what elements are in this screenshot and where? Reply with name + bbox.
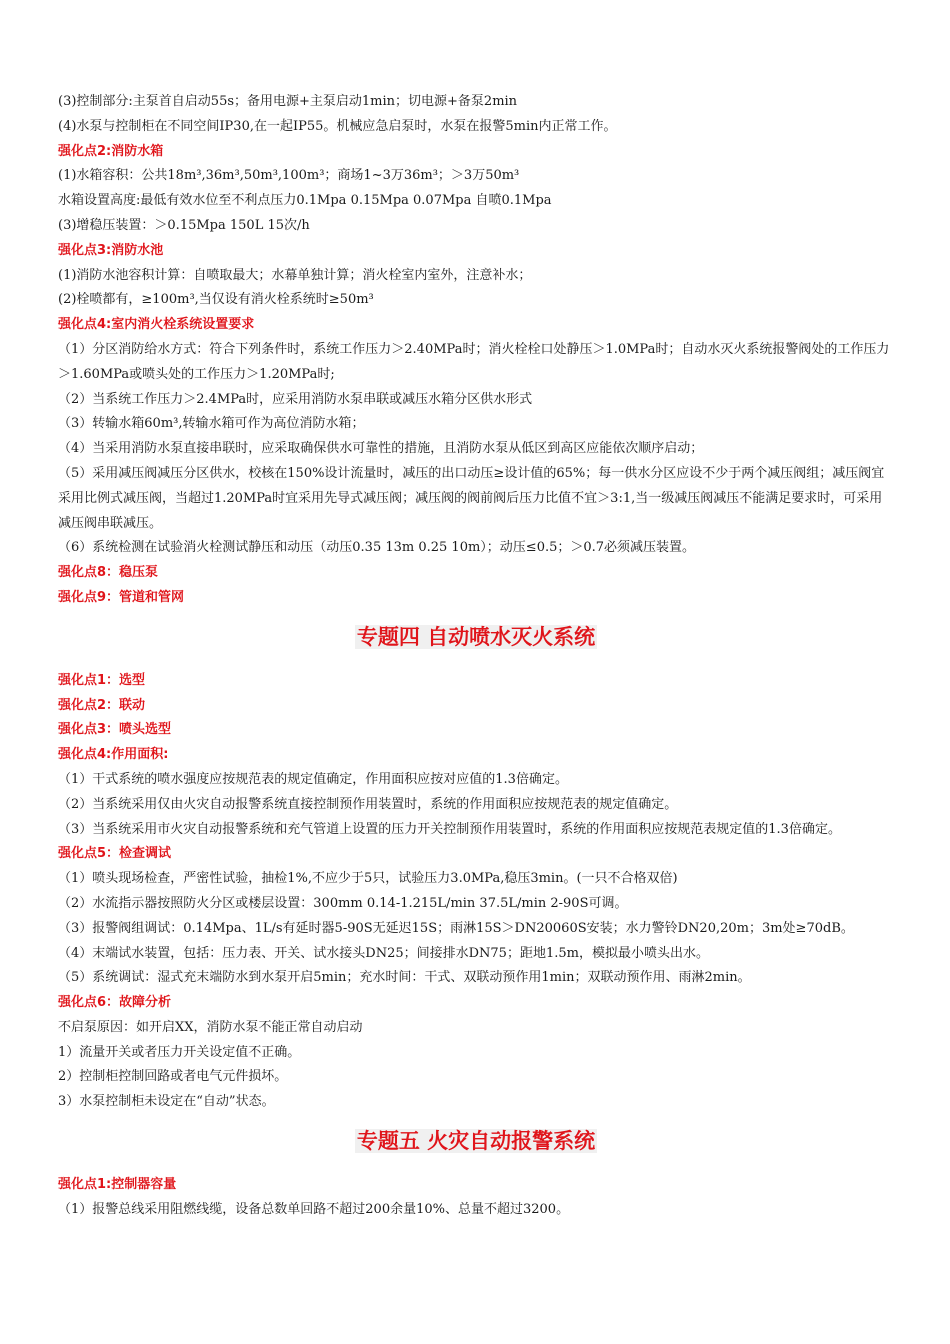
text-line: （1）干式系统的喷水强度应按规范表的规定值确定，作用面积应按对应值的1.3倍确定。 xyxy=(58,771,568,787)
text-line: （3）转输水箱60m³,转输水箱可作为高位消防水箱； xyxy=(58,416,365,432)
text-line: (3)增稳压装置：＞0.15Mpa 150L 15次/h xyxy=(58,217,310,233)
section-heading: 强化点1:控制器容量 xyxy=(58,1177,177,1193)
text-line: 不启泵原因：如开启XX，消防水泵不能正常自动启动 xyxy=(58,1019,363,1035)
text-line: 2）控制柜控制回路或者电气元件损坏。 xyxy=(58,1069,288,1085)
section-heading: 强化点1：选型 xyxy=(58,672,146,688)
text-line: (1)水箱容积：公共18m³,36m³,50m³,100m³；商场1~3万36m³；＞3万50m³ xyxy=(58,168,520,184)
topic-title xyxy=(58,619,894,655)
section-heading: 强化点5：检查调试 xyxy=(58,846,172,862)
topic-title-text: 专题五 火灾自动报警系统 xyxy=(356,1129,596,1154)
text-paragraph: （3）当系统采用市火灾自动报警系统和充气管道上设置的压力开关控制预作用装置时，系统的作用面积应按规范表规定值的1.3倍确定。 xyxy=(58,821,841,837)
section-heading: 强化点2：联动 xyxy=(58,697,146,713)
text-line: （1）喷头现场检查，严密性试验，抽检1%,不应少于5只，试验压力3.0MPa,稳压3min。(一只不合格双倍) xyxy=(58,871,678,887)
text-line: （2）水流指示器按照防火分区或楼层设置：300mm 0.14-1.215L/min 37.5L/min 2-90S可调。 xyxy=(58,895,628,911)
section-heading: 强化点6：故障分析 xyxy=(58,995,172,1011)
text-line: 1）流量开关或者压力开关设定值不正确。 xyxy=(58,1044,301,1060)
text-line: （4）当采用消防水泵直接串联时，应采取确保供水可靠性的措施，且消防水泵从低区到高区应能依次顺序启动； xyxy=(58,441,704,457)
text-line: （2）当系统工作压力＞2.4MPa时，应采用消防水泵串联或减压水箱分区供水形式 xyxy=(58,391,533,407)
text-line: （5）系统调试：湿式充末端防水到水泵开启5min；充水时间：干式、双联动预作用1min；双联动预作用、雨淋2min。 xyxy=(58,970,751,986)
text-paragraph: （1）分区消防给水方式：符合下列条件时，系统工作压力＞2.40MPa时；消火栓栓口处静压＞1.0MPa时；自动水灭火系统报警阀处的工作压力＞1.60MPa或喷头处的工作压力＞1.20MPa时; xyxy=(58,341,890,382)
section-heading: 强化点3：喷头选型 xyxy=(58,722,172,738)
topic-title-text: 专题四 自动喷水灭火系统 xyxy=(356,624,596,649)
text-line: （2）当系统采用仅由火灾自动报警系统直接控制预作用装置时，系统的作用面积应按规范表的规定值确定。 xyxy=(58,796,678,812)
text-line: 水箱设置高度:最低有效水位至不利点压力0.1Mpa 0.15Mpa 0.07Mpa 自喷0.1Mpa xyxy=(58,193,552,209)
section-heading: 强化点9：管道和管网 xyxy=(58,589,185,605)
text-paragraph: （5）采用减压阀减压分区供水，校核在150%设计流量时，减压的出口动压≥设计值的65%；每一供水分区应设不少于两个减压阀组；减压阀宜采用比例式减压阀，当超过1.20MPa时宜采用先导式减压阀；减压阀的阀前阀后压力比值不宜＞3:1,当一级减压阀减压不能满足要求时，可采用减压阀串联减压。 xyxy=(58,465,885,531)
section-heading: 强化点4:室内消火栓系统设置要求 xyxy=(58,317,255,333)
text-line: （1）报警总线采用阻燃线缆，设备总数单回路不超过200余量10%、总量不超过3200。 xyxy=(58,1201,570,1217)
text-line: (4)水泵与控制柜在不同空间IP30,在一起IP55。机械应急启泵时，水泵在报警5min内正常工作。 xyxy=(58,118,617,134)
text-line: （3）报警阀组调试：0.14Mpa、1L/s有延时器5-90S无延迟15S；雨淋15S＞DN20060S安装；水力警铃DN20,20m；3m处≥70dB。 xyxy=(58,920,854,936)
text-line: (1)消防水池容积计算：自喷取最大；水幕单独计算；消火栓室内室外，注意补水； xyxy=(58,267,532,283)
section-heading: 强化点8：稳压泵 xyxy=(58,565,159,581)
section-heading: 强化点3:消防水池 xyxy=(58,242,164,258)
section-heading: 强化点2:消防水箱 xyxy=(58,143,164,159)
text-line: 3）水泵控制柜未设定在“自动”状态。 xyxy=(58,1094,275,1110)
text-line: (3)控制部分:主泵首自启动55s；备用电源+主泵启动1min；切电源+备泵2min xyxy=(58,94,518,109)
text-line: （4）末端试水装置，包括：压力表、开关、试水接头DN25；间接排水DN75；距地1.5m，模拟最小喷头出水。 xyxy=(58,945,709,961)
section-heading: 强化点4:作用面积: xyxy=(58,747,169,763)
document-page xyxy=(58,90,894,1223)
text-line: (2)栓喷都有，≥100m³,当仅设有消火栓系统时≥50m³ xyxy=(58,292,374,308)
topic-title xyxy=(58,1123,894,1159)
text-line: （6）系统检测在试验消火栓测试静压和动压（动压0.35 13m 0.25 10m）；动压≤0.5；＞0.7必须减压装置。 xyxy=(58,540,696,556)
